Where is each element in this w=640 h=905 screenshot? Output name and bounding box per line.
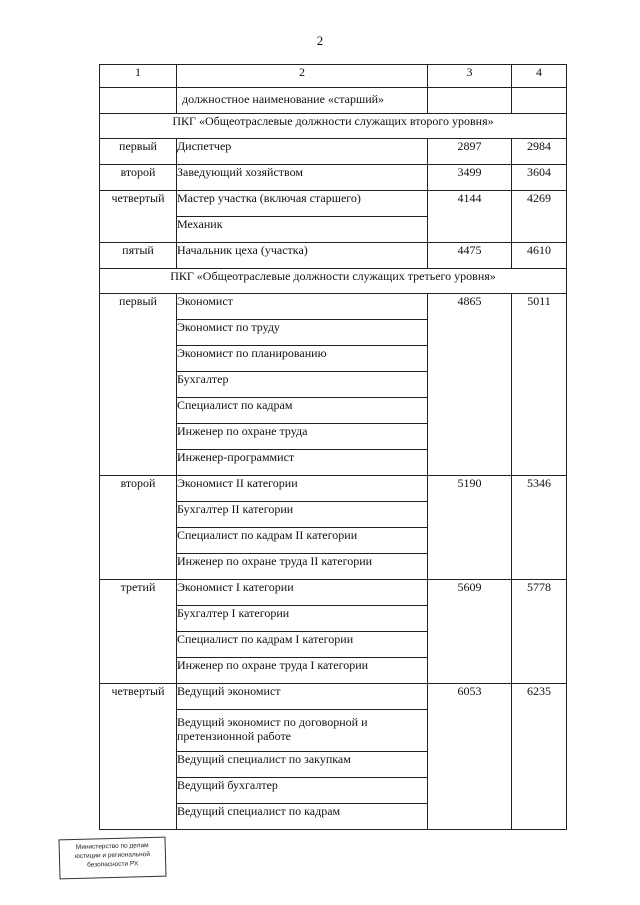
- value-col3: 5609: [428, 580, 512, 684]
- table-row: [100, 684, 567, 710]
- level-cell: пятый: [100, 243, 177, 269]
- position-cell: Экономист I категории: [177, 580, 428, 606]
- ministry-stamp: [58, 837, 166, 880]
- value-col4: 5778: [512, 580, 567, 684]
- empty-cell: [100, 88, 177, 114]
- stamp-line: юстиции и региональной: [74, 851, 151, 860]
- header-row: [100, 65, 567, 88]
- level-cell: второй: [100, 476, 177, 580]
- stamp-line: безопасности РХ: [86, 860, 139, 869]
- value-col3: 3499: [428, 165, 512, 191]
- position-cell: Специалист по кадрам II категории: [177, 528, 428, 554]
- level-cell: четвертый: [100, 191, 177, 243]
- level-cell: третий: [100, 580, 177, 684]
- table-row: [100, 243, 567, 269]
- value-col3: 2897: [428, 139, 512, 165]
- position-cell: Экономист по планированию: [177, 346, 428, 372]
- section-header-row: [100, 114, 567, 139]
- position-cell: Ведущий экономист по договорной и претензионной работе: [177, 710, 428, 752]
- continuation-text: должностное наименование «старший»: [177, 88, 428, 114]
- position-cell: Инженер по охране труда: [177, 424, 428, 450]
- position-cell: Бухгалтер I категории: [177, 606, 428, 632]
- salary-table: [99, 64, 567, 830]
- table-row: [100, 139, 567, 165]
- value-col3: 4144: [428, 191, 512, 243]
- value-col4: 4610: [512, 243, 567, 269]
- header-col-2: 2: [177, 65, 428, 88]
- stamp-line: Министерство по делам: [75, 842, 149, 851]
- level-cell: первый: [100, 139, 177, 165]
- value-col4: 5011: [512, 294, 567, 476]
- section3-title: ПКГ «Общеотраслевые должности служащих третьего уровня»: [100, 269, 567, 294]
- table-row: [100, 165, 567, 191]
- position-cell: Специалист по кадрам I категории: [177, 632, 428, 658]
- position-cell: Начальник цеха (участка): [177, 243, 428, 269]
- header-col-4: 4: [512, 65, 567, 88]
- value-col4: 4269: [512, 191, 567, 243]
- table-row: [100, 476, 567, 502]
- header-col-3: 3: [428, 65, 512, 88]
- value-col3: 6053: [428, 684, 512, 830]
- value-col4: 6235: [512, 684, 567, 830]
- position-cell: Экономист: [177, 294, 428, 320]
- table-row: [100, 191, 567, 217]
- section-header-row: [100, 269, 567, 294]
- value-col3: 4865: [428, 294, 512, 476]
- empty-cell: [428, 88, 512, 114]
- value-col4: 2984: [512, 139, 567, 165]
- position-cell: Специалист по кадрам: [177, 398, 428, 424]
- level-cell: четвертый: [100, 684, 177, 830]
- position-cell: Диспетчер: [177, 139, 428, 165]
- value-col3: 4475: [428, 243, 512, 269]
- value-col4: 5346: [512, 476, 567, 580]
- level-cell: первый: [100, 294, 177, 476]
- level-cell: второй: [100, 165, 177, 191]
- continuation-row: [100, 88, 567, 114]
- page-number: 2: [316, 33, 324, 48]
- value-col3: 5190: [428, 476, 512, 580]
- header-col-1: 1: [100, 65, 177, 88]
- position-cell: Инженер по охране труда II категории: [177, 554, 428, 580]
- position-cell: Бухгалтер: [177, 372, 428, 398]
- position-cell: Инженер по охране труда I категории: [177, 658, 428, 684]
- position-cell: Ведущий экономист: [177, 684, 428, 710]
- position-cell: Механик: [177, 217, 428, 243]
- position-cell: Бухгалтер II категории: [177, 502, 428, 528]
- position-cell: Инженер-программист: [177, 450, 428, 476]
- table-row: [100, 580, 567, 606]
- table-row: [100, 294, 567, 320]
- position-cell: Ведущий специалист по кадрам: [177, 804, 428, 830]
- position-cell: Мастер участка (включая старшего): [177, 191, 428, 217]
- position-cell: Заведующий хозяйством: [177, 165, 428, 191]
- position-cell: Экономист II категории: [177, 476, 428, 502]
- position-cell: Ведущий бухгалтер: [177, 778, 428, 804]
- position-cell: Ведущий специалист по закупкам: [177, 752, 428, 778]
- value-col4: 3604: [512, 165, 567, 191]
- section2-title: ПКГ «Общеотраслевые должности служащих второго уровня»: [100, 114, 567, 139]
- empty-cell: [512, 88, 567, 114]
- position-cell: Экономист по труду: [177, 320, 428, 346]
